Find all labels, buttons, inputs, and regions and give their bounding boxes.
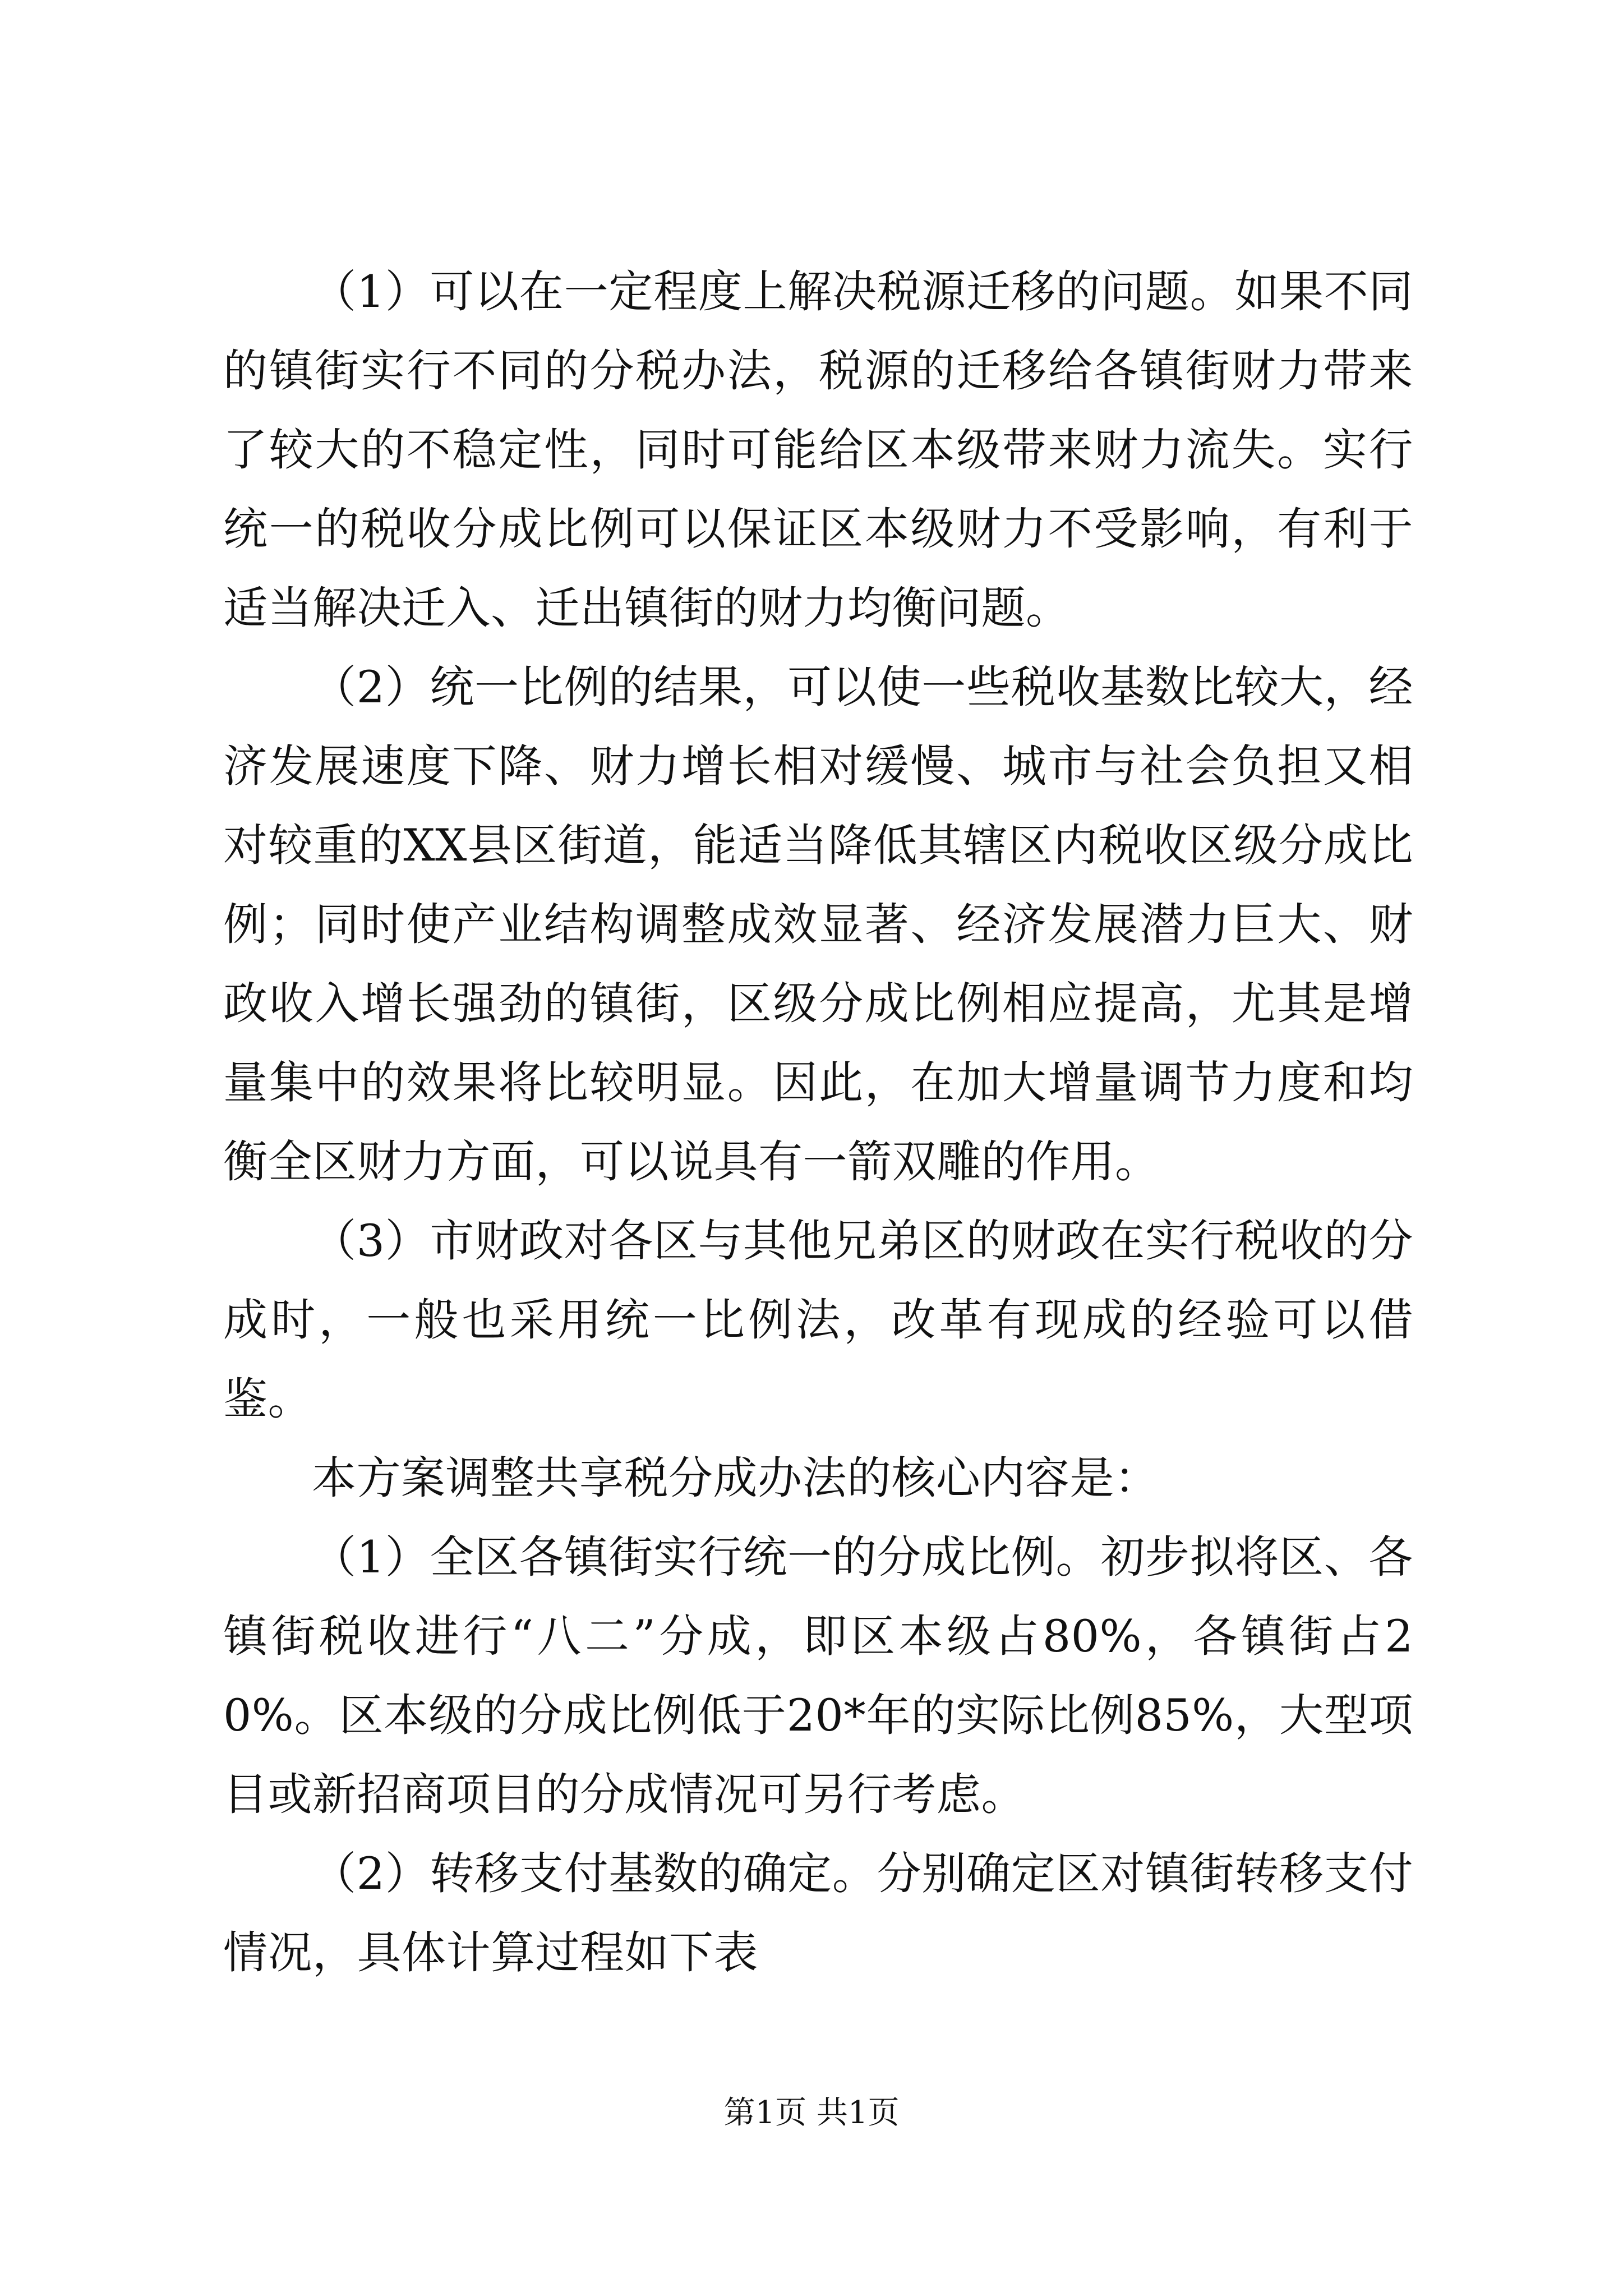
- paragraph-6: （2）转移支付基数的确定。分别确定区对镇街转移支付情况，具体计算过程如下表: [223, 1848, 1413, 1978]
- paragraph-4: 本方案调整共享税分成办法的核心内容是：: [312, 1452, 1159, 1504]
- paragraph-5: （1）全区各镇街实行统一的分成比例。初步拟将区、各镇街税收进行“八二”分成，即区本级占80%，各镇街占20%。区本级的分成比例低于20*年的实际比例85%，大型项目或新招商项目的分成情况可另行考虑。: [223, 1531, 1413, 1820]
- paragraph-1: （1）可以在一定程度上解决税源迁移的问题。如果不同的镇街实行不同的分税办法，税源的迁移给各镇街财力带来了较大的不稳定性，同时可能给区本级带来财力流失。实行统一的税收分成比例可以保证区本级财力不受影响，有利于适当解决迁入、迁出镇街的财力均衡问题。: [223, 266, 1413, 634]
- paragraph-2: （2）统一比例的结果，可以使一些税收基数比较大，经济发展速度下降、财力增长相对缓慢、城市与社会负担又相对较重的XX县区街道，能适当降低其辖区内税收区级分成比例；同时使产业结构调整成效显著、经济发展潜力巨大、财政收入增长强劲的镇街，区级分成比例相应提高，尤其是增量集中的效果将比较明显。因此，在加大增量调节力度和均衡全区财力方面，可以说具有一箭双雕的作用。: [223, 661, 1413, 1188]
- document-body: [223, 252, 1413, 1993]
- paragraph-3: （3）市财政对各区与其他兄弟区的财政在实行税收的分成时，一般也采用统一比例法，改革有现成的经验可以借鉴。: [223, 1215, 1413, 1425]
- page-footer: 第1页 共1页: [723, 2095, 900, 2131]
